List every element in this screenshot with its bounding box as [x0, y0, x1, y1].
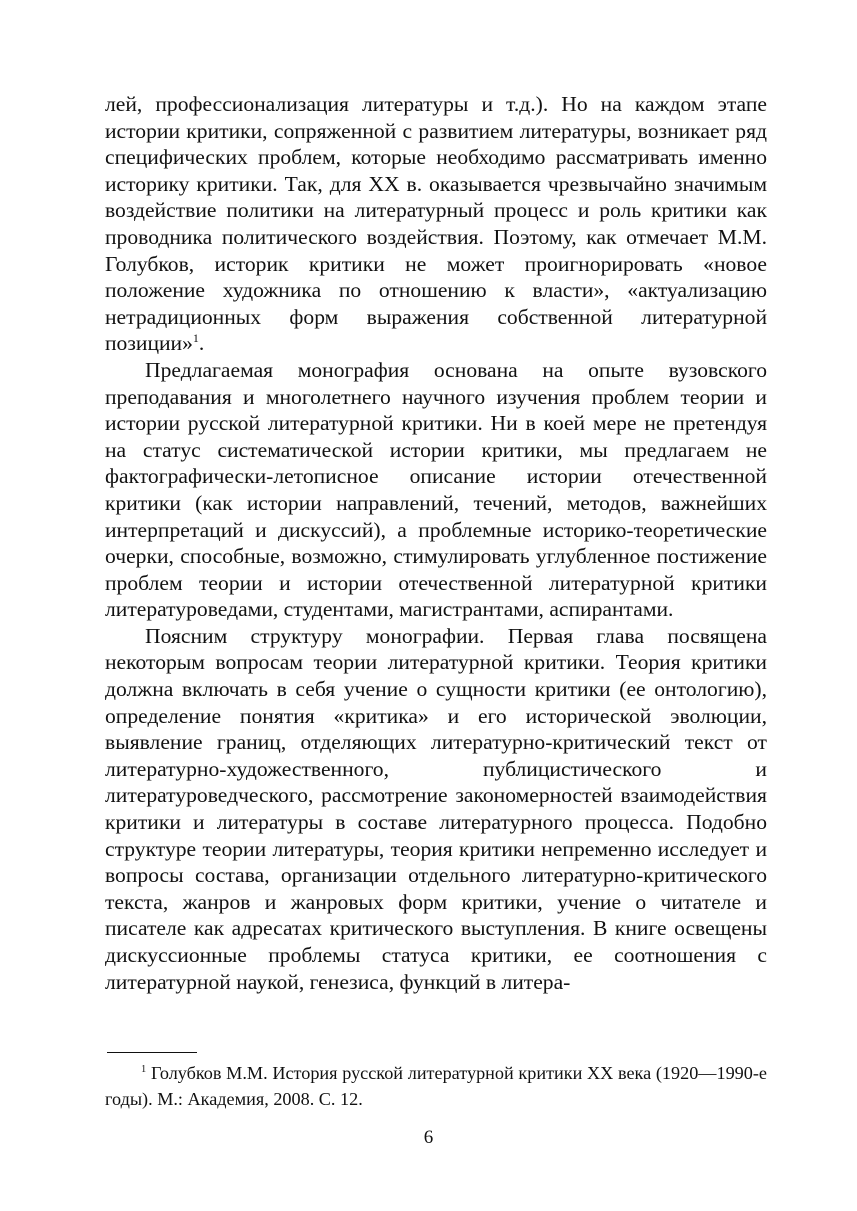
footnote — [105, 1060, 767, 1112]
paragraph-1 — [105, 91, 767, 357]
paragraph-2: Предлагаемая монография основана на опыте вузовского преподавания и многолетнего научного изучения проблем теории и истории русской литературной критики. Ни в коей мере не претендуя на статус систематической истории критики, мы предлагаем не фактографически-летописное описание истории отечественной критики (как истории направлений, течений, методов, важнейших интерпретаций и дискуссий), а проблемные историко-теоретические очерки, способные, возможно, стимулировать углубленное постижение проблем теории и истории отечественной литературной критики литературоведами, студентами, магистрантами, аспирантами. — [105, 357, 767, 622]
paragraph-1-tail: . — [198, 331, 205, 356]
footnote-mark: 1 — [141, 1063, 147, 1075]
footnote-divider — [107, 1052, 197, 1053]
footnote-reference[interactable]: 1 — [192, 331, 199, 346]
footnote-text: Голубков М.М. История русской литературной критики XX века (1920—1990-е годы). М.: Академия, 2008. С. 12. — [105, 1063, 767, 1109]
paragraph-1-text: лей, профессионализация литературы и т.д.). Но на каждом этапе истории критики, сопряженной с развитием литературы, возникает ряд специфических проблем, которые необходимо рассматривать именно историку критики. Так, для XX в. оказывается чрезвычайно значимым воздействие политики на литературный процесс и роль критики как проводника политического воздействия. Поэтому, как отмечает М.М. Голубков, историк критики не может проигнорировать «новое положение художника по отношению к власти», «актуализацию нетрадиционных форм выражения собственной литературной позиции» — [105, 92, 767, 356]
main-text — [105, 91, 767, 995]
page-number: 6 — [423, 1127, 434, 1148]
paragraph-3: Поясним структуру монографии. Первая глава посвящена некоторым вопросам теории литературной критики. Теория критики должна включать в себя учение о сущности критики (ее онтологию), определение понятия «критика» и его исторической эволюции, выявление границ, отделяющих литературно-критический текст от литературно-художественного, публицистического и литературоведческого, рассмотрение закономерностей взаимодействия критики и литературы в составе литературного процесса. Подобно структуре теории литературы, теория критики непременно исследует и вопросы состава, организации отдельного литературно-критического текста, жанров и жанровых форм критики, учение о читателе и писателе как адресатах критического выступления. В книге освещены дискуссионные проблемы статуса критики, ее соотношения с литературной наукой, генезиса, функций в литера- — [105, 623, 767, 994]
